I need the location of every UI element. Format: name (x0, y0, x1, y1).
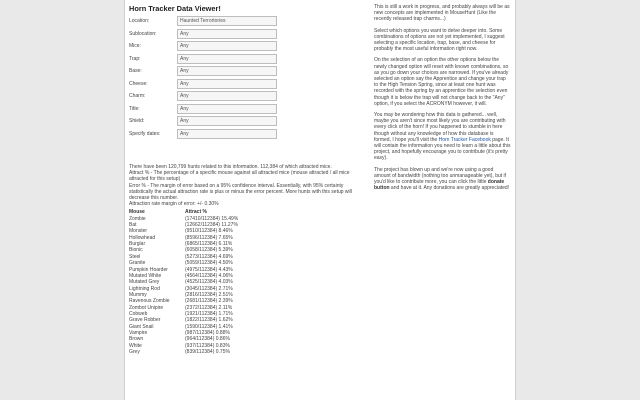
mouse-name: Grave Robber (129, 317, 161, 324)
mouse-name: Bionic (129, 247, 143, 254)
mouse-name: Brown (129, 336, 144, 343)
table-row (129, 349, 367, 355)
filter-label: Sublocation: (129, 30, 157, 37)
horn-tracker-facebook-link[interactable]: Horn Tracker Facebook (438, 136, 491, 143)
mouse-name: Vampire (129, 329, 148, 336)
attract-value: (12662/112384) 11.27% (185, 222, 238, 229)
attract-value: (3045/112384) 2.71% (185, 285, 233, 292)
info-paragraph-5-text-b: and have at it. Any donations are greatly appreciated! (389, 185, 510, 192)
info-paragraph-4-text-b: page. It will contain the information you need to learn a little about this project, and hopefully encourage you to contribute (it's pretty easy). (374, 136, 511, 162)
mouse-name: Steel (129, 253, 141, 260)
info-paragraph-1: This is still a work in progress, and probably always will be as new concepts are implemented in MouseHunt (Like the recently released trap charms...) (374, 4, 510, 23)
mouse-name: Grey (129, 348, 140, 355)
attract-value: (4525/112384) 4.03% (185, 279, 233, 286)
filter-row (129, 28, 371, 41)
attract-value: (9510/112384) 8.46% (185, 228, 233, 235)
filter-row (129, 40, 371, 53)
attract-value: (1590/112384) 1.41% (185, 323, 233, 330)
error-explanation: Error % - The margin of error based on a 95% confidence interval. Essentially, with 95% certainty statistically the actual attraction rate is plus or minus the error percent. More hunts with this setup will decrease this number. (129, 182, 352, 202)
filter-label: Cheese: (129, 80, 148, 87)
filter-form (129, 15, 371, 140)
mouse-name: Hollowhead (129, 234, 156, 241)
filter-label: Charm: (129, 93, 146, 100)
mouse-name: Pumpkin Hoarder (129, 266, 168, 273)
mouse-name: White (129, 342, 142, 349)
filter-row (129, 65, 371, 78)
mouse-name: Mutated White (129, 272, 162, 279)
mouse-name: Giant Snail (129, 323, 154, 330)
attract-value: (6865/112384) 6.11% (185, 241, 233, 248)
attract-value: (17410/112384) 15.49% (185, 215, 239, 222)
filter-label: Specify dates: (129, 130, 161, 137)
mouse-name: Bat (129, 222, 137, 229)
mouse-name: Mummy (129, 291, 147, 298)
filter-row (129, 15, 371, 28)
attract-value: (964/112384) 0.86% (185, 336, 230, 343)
info-text (374, 4, 511, 191)
attract-value: (4564/112384) 4.06% (185, 272, 233, 279)
stats-block (129, 164, 367, 207)
mouse-name: Burglar (129, 241, 146, 248)
mouse-name: Ravenous Zombie (129, 298, 170, 305)
attract-value: (1822/112384) 1.62% (185, 317, 233, 324)
filter-select[interactable]: Any (177, 54, 277, 64)
filter-select[interactable]: Haunted Terrortories (177, 16, 277, 26)
filter-label: Base: (129, 68, 142, 75)
attract-value: (5059/112384) 4.50% (185, 260, 233, 267)
filter-row (129, 53, 371, 66)
mouse-name: Cobweb (129, 310, 148, 317)
filter-select[interactable]: Any (177, 129, 277, 139)
attract-value: (839/112384) 0.75% (185, 348, 230, 355)
filter-row (129, 115, 371, 128)
filter-row (129, 103, 371, 116)
filter-select[interactable]: Any (177, 116, 277, 126)
attract-value: (937/112384) 0.83% (185, 342, 230, 349)
hunts-summary: There have been 120,799 hunts related to this information. 112,384 of which attracted mice. (129, 164, 332, 170)
info-paragraph-4 (374, 112, 511, 162)
filter-row (129, 78, 371, 91)
attract-value: (2372/112384) 2.11% (185, 304, 233, 311)
mouse-name: Zombot Unipire (129, 304, 164, 311)
info-paragraph-2: Select which options you want to delve deeper into. Some combinations of options are not yet implemented, I suggest selecting a specific location, trap, base, and cheese for probably the most useful information right now. (374, 27, 505, 53)
filter-select[interactable]: Any (177, 29, 277, 39)
attract-value: (4975/112384) 4.43% (185, 266, 233, 273)
filter-label: Location: (129, 18, 150, 25)
donate-button-text: donate button (374, 179, 505, 192)
info-paragraph-3: On the selection of an option the other options below the newly changed option will reset with known combinations, so as you go down your choices are narrowed. If you've already selected an option say the Apprentice and change your trap to the High Tension Spring, since at least one hunt was recorded with the spring by an apprentice the selection even though it is below the trap will not change back to the "Any" option, if you select the ACRONYM however, it will. (374, 57, 509, 107)
attract-value: (987/112384) 0.88% (185, 329, 230, 336)
right-panel (370, 0, 516, 400)
filter-row (129, 90, 371, 103)
filter-label: Title: (129, 105, 140, 112)
filter-label: Shield: (129, 118, 145, 125)
filter-label: Trap: (129, 55, 141, 62)
filter-select[interactable]: Any (177, 104, 277, 114)
filter-select[interactable]: Any (177, 91, 277, 101)
margin-of-error: Attraction rate margin of error: +/- 0.30% (129, 201, 219, 208)
mouse-name: Zombie (129, 215, 146, 222)
attract-explanation: Attract % - The percentage of a specific mouse against all attracted mice (mouse attracted / all mice attracted for this setup) (129, 170, 350, 183)
left-panel (124, 0, 372, 400)
filter-label: Mice: (129, 43, 141, 50)
attract-value: (2681/112384) 2.39% (185, 298, 233, 305)
attract-value: (5273/112384) 4.69% (185, 253, 233, 260)
mouse-name: Mutated Grey (129, 279, 160, 286)
attraction-table (129, 209, 367, 355)
filter-row (129, 128, 371, 141)
mouse-name: Lightning Rod (129, 285, 160, 292)
header-mouse: Mouse (129, 209, 145, 216)
info-paragraph-5-text-a: The project has blown up and we're now using a good amount of bandwidth (nothing too unmanageable yet), but if you'd like to contribute more, you can click the little (374, 166, 507, 186)
page-title: Horn Tracker Data Viewer! (129, 4, 221, 13)
info-paragraph-5 (374, 167, 511, 192)
attract-value: (6058/112384) 5.39% (185, 247, 233, 254)
filter-select[interactable]: Any (177, 41, 277, 51)
info-paragraph-4-text-a: You may be wondering how this data is gathered... well, maybe you aren't since most likely you are contributing with every click of the horn! If you happened to stumble in here though without any knowledge of how this database is formed, I hope you'll visit the (374, 112, 506, 143)
header-attract: Attract % (185, 209, 207, 216)
attract-value: (8596/112384) 7.65% (185, 234, 233, 241)
mouse-name: Monster (129, 228, 148, 235)
attract-value: (2816/112384) 2.51% (185, 291, 233, 298)
attract-value: (1921/112384) 1.71% (185, 310, 233, 317)
filter-select[interactable]: Any (177, 66, 277, 76)
mouse-name: Granite (129, 260, 146, 267)
filter-select[interactable]: Any (177, 79, 277, 89)
